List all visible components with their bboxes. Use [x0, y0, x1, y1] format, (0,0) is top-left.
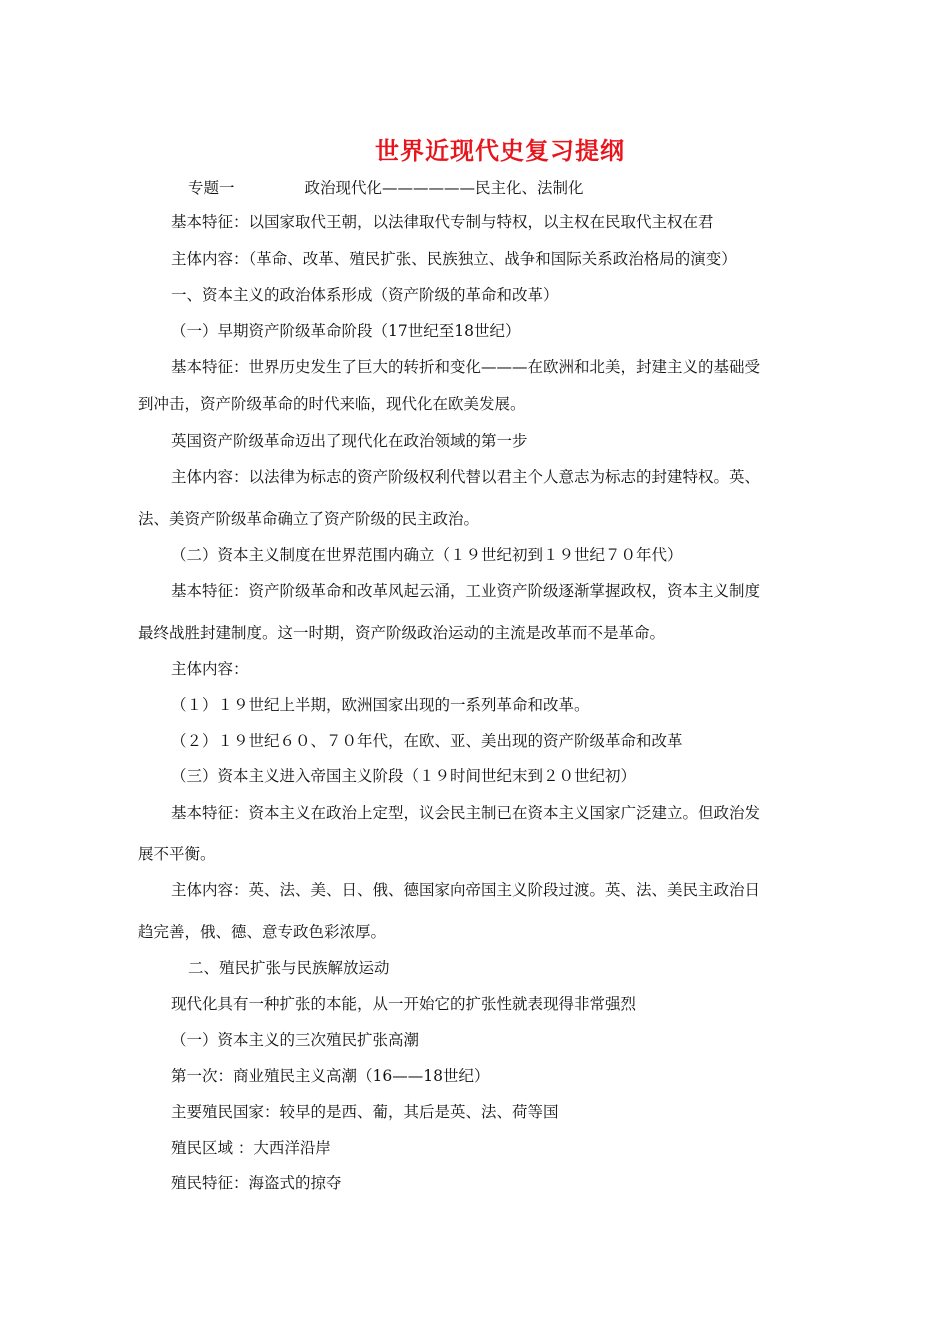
paragraph-line: 主体内容：: [171, 660, 249, 678]
paragraph-line: 基本特征：资本主义在政治上定型，议会民主制已在资本主义国家广泛建立。但政治发: [171, 804, 761, 822]
topic-heading: [188, 178, 584, 198]
paragraph-line: 殖民特征：海盗式的掠夺: [171, 1174, 342, 1192]
section-heading: 二、殖民扩张与民族解放运动: [188, 959, 390, 977]
document-title: 世界近现代史复习提纲: [375, 136, 625, 165]
paragraph-line: 主体内容：（革命、改革、殖民扩张、民族独立、战争和国际关系政治格局的演变）: [171, 250, 737, 268]
paragraph-line: 展不平衡。: [138, 845, 216, 863]
list-item: （２）１９世纪６０、７０年代，在欧、亚、美出现的资产阶级革命和改革: [171, 732, 683, 750]
paragraph-line: 第一次：商业殖民主义高潮（16——18世纪）: [171, 1067, 490, 1085]
section-heading: 一、资本主义的政治体系形成（资产阶级的革命和改革）: [171, 286, 559, 304]
paragraph-line: 殖民区域 ：大西洋沿岸: [171, 1139, 331, 1157]
paragraph-line: 英国资产阶级革命迈出了现代化在政治领域的第一步: [171, 432, 528, 450]
subsection-heading: （一）资本主义的三次殖民扩张高潮: [171, 1031, 420, 1049]
list-item: （１）１９世纪上半期，欧洲国家出现的一系列革命和改革。: [171, 696, 590, 714]
subsection-heading: （三）资本主义进入帝国主义阶段（１９时间世纪末到２０世纪初）: [171, 767, 637, 785]
topic-text: 政治现代化——————民主化、法制化: [304, 179, 584, 197]
paragraph-line: 到冲击，资产阶级革命的时代来临，现代化在欧美发展。: [138, 395, 526, 413]
paragraph-line: 基本特征：世界历史发生了巨大的转折和变化———在欧洲和北美，封建主义的基础受: [171, 358, 761, 376]
subsection-heading: （二）资本主义制度在世界范围内确立（１９世纪初到１９世纪７０年代）: [171, 546, 683, 564]
paragraph-line: 法、美资产阶级革命确立了资产阶级的民主政治。: [138, 510, 480, 528]
paragraph-line: 基本特征：以国家取代王朝，以法律取代专制与特权，以主权在民取代主权在君: [171, 213, 714, 231]
topic-label: 专题一: [188, 179, 235, 197]
subsection-heading: （一）早期资产阶级革命阶段（17世纪至18世纪）: [171, 322, 521, 340]
paragraph-line: 基本特征：资产阶级革命和改革风起云涌，工业资产阶级逐渐掌握政权，资本主义制度: [171, 582, 761, 600]
paragraph-line: 主体内容：以法律为标志的资产阶级权利代替以君主个人意志为标志的封建特权。英、: [171, 468, 761, 486]
paragraph-line: 主要殖民国家：较早的是西、葡，其后是英、法、荷等国: [171, 1103, 559, 1121]
paragraph-line: 现代化具有一种扩张的本能，从一开始它的扩张性就表现得非常强烈: [171, 995, 637, 1013]
paragraph-line: 最终战胜封建制度。这一时期，资产阶级政治运动的主流是改革而不是革命。: [138, 624, 666, 642]
paragraph-line: 主体内容：英、法、美、日、俄、德国家向帝国主义阶段过渡。英、法、美民主政治日: [171, 881, 761, 899]
paragraph-line: 趋完善，俄、德、意专政色彩浓厚。: [138, 923, 387, 941]
